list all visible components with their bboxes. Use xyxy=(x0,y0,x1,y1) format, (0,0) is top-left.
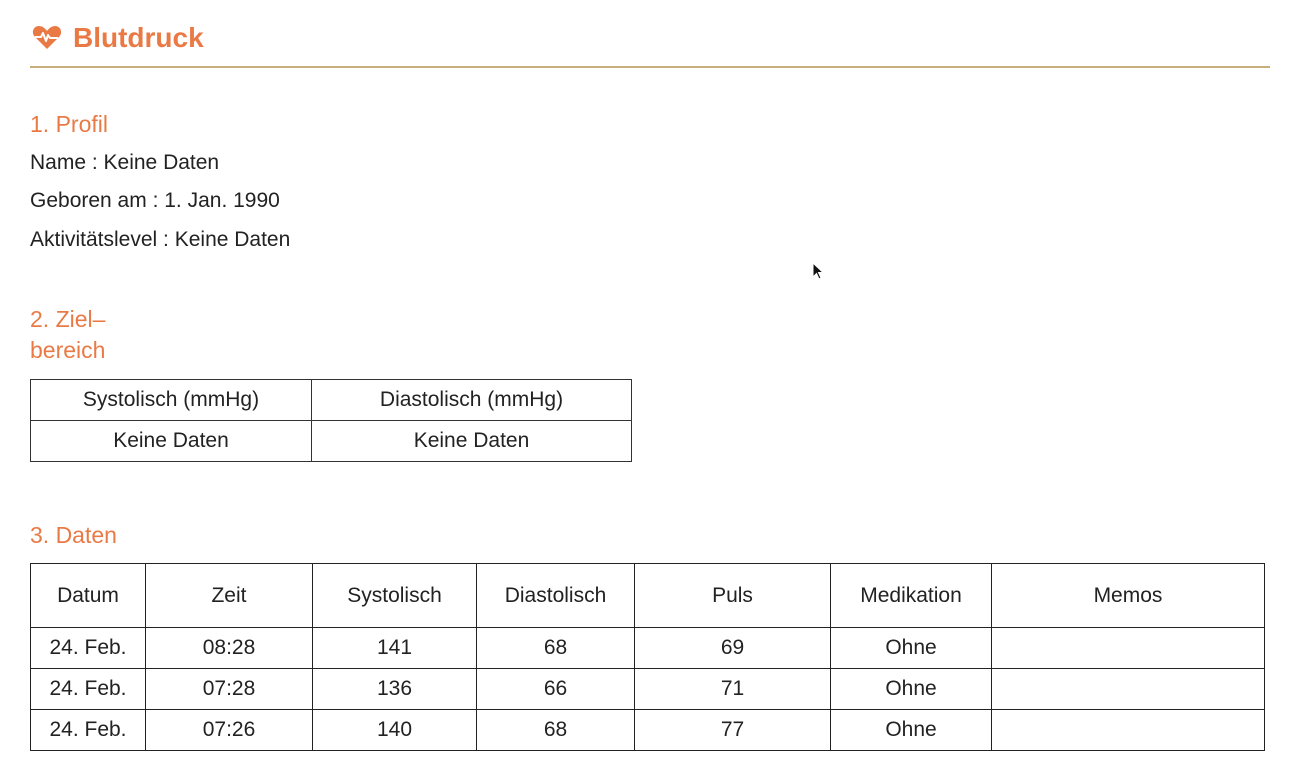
target-range-table xyxy=(30,379,632,462)
profile-name: Name : Keine Daten xyxy=(30,151,220,174)
table-header-row xyxy=(31,564,1265,628)
target-header-row xyxy=(31,380,632,421)
cell-memos xyxy=(992,669,1265,710)
col-header-medikation: Medikation xyxy=(831,564,992,628)
col-header-puls: Puls xyxy=(635,564,831,628)
target-heading xyxy=(30,304,105,366)
target-systolic-value: Keine Daten xyxy=(31,421,312,462)
cell-systolisch: 141 xyxy=(313,628,477,669)
col-header-memos: Memos xyxy=(992,564,1265,628)
data-heading: 3. Daten xyxy=(30,522,117,548)
target-value-row xyxy=(31,421,632,462)
table-row xyxy=(31,710,1265,751)
heart-pulse-icon xyxy=(32,24,62,50)
measurements-table xyxy=(30,563,1265,751)
cell-datum: 24. Feb. xyxy=(31,669,146,710)
cell-datum: 24. Feb. xyxy=(31,628,146,669)
cell-systolisch: 136 xyxy=(313,669,477,710)
cell-diastolisch: 68 xyxy=(477,628,635,669)
cell-puls: 71 xyxy=(635,669,831,710)
cell-diastolisch: 66 xyxy=(477,669,635,710)
cell-systolisch: 140 xyxy=(313,710,477,751)
target-col-systolic: Systolisch (mmHg) xyxy=(31,380,312,421)
cell-medikation: Ohne xyxy=(831,710,992,751)
cell-datum: 24. Feb. xyxy=(31,710,146,751)
table-row xyxy=(31,628,1265,669)
cell-medikation: Ohne xyxy=(831,628,992,669)
col-header-zeit: Zeit xyxy=(146,564,313,628)
target-col-diastolic: Diastolisch (mmHg) xyxy=(312,380,632,421)
target-heading-line1: 2. Ziel– xyxy=(30,306,106,332)
profile-activity-level: Aktivitätslevel : Keine Daten xyxy=(30,228,291,251)
cell-memos xyxy=(992,710,1265,751)
page-header xyxy=(30,18,1270,68)
cell-zeit: 07:26 xyxy=(146,710,313,751)
mouse-cursor-icon xyxy=(812,262,826,280)
cell-puls: 69 xyxy=(635,628,831,669)
cell-zeit: 08:28 xyxy=(146,628,313,669)
profile-heading: 1. Profil xyxy=(30,111,108,137)
target-heading-line2: bereich xyxy=(30,337,106,363)
profile-birthdate: Geboren am : 1. Jan. 1990 xyxy=(30,189,280,212)
cell-zeit: 07:28 xyxy=(146,669,313,710)
target-diastolic-value: Keine Daten xyxy=(312,421,632,462)
col-header-systolisch: Systolisch xyxy=(313,564,477,628)
table-row xyxy=(31,669,1265,710)
cell-memos xyxy=(992,628,1265,669)
col-header-diastolisch: Diastolisch xyxy=(477,564,635,628)
cell-diastolisch: 68 xyxy=(477,710,635,751)
col-header-datum: Datum xyxy=(31,564,146,628)
cell-medikation: Ohne xyxy=(831,669,992,710)
page-title: Blutdruck xyxy=(73,22,204,53)
cell-puls: 77 xyxy=(635,710,831,751)
